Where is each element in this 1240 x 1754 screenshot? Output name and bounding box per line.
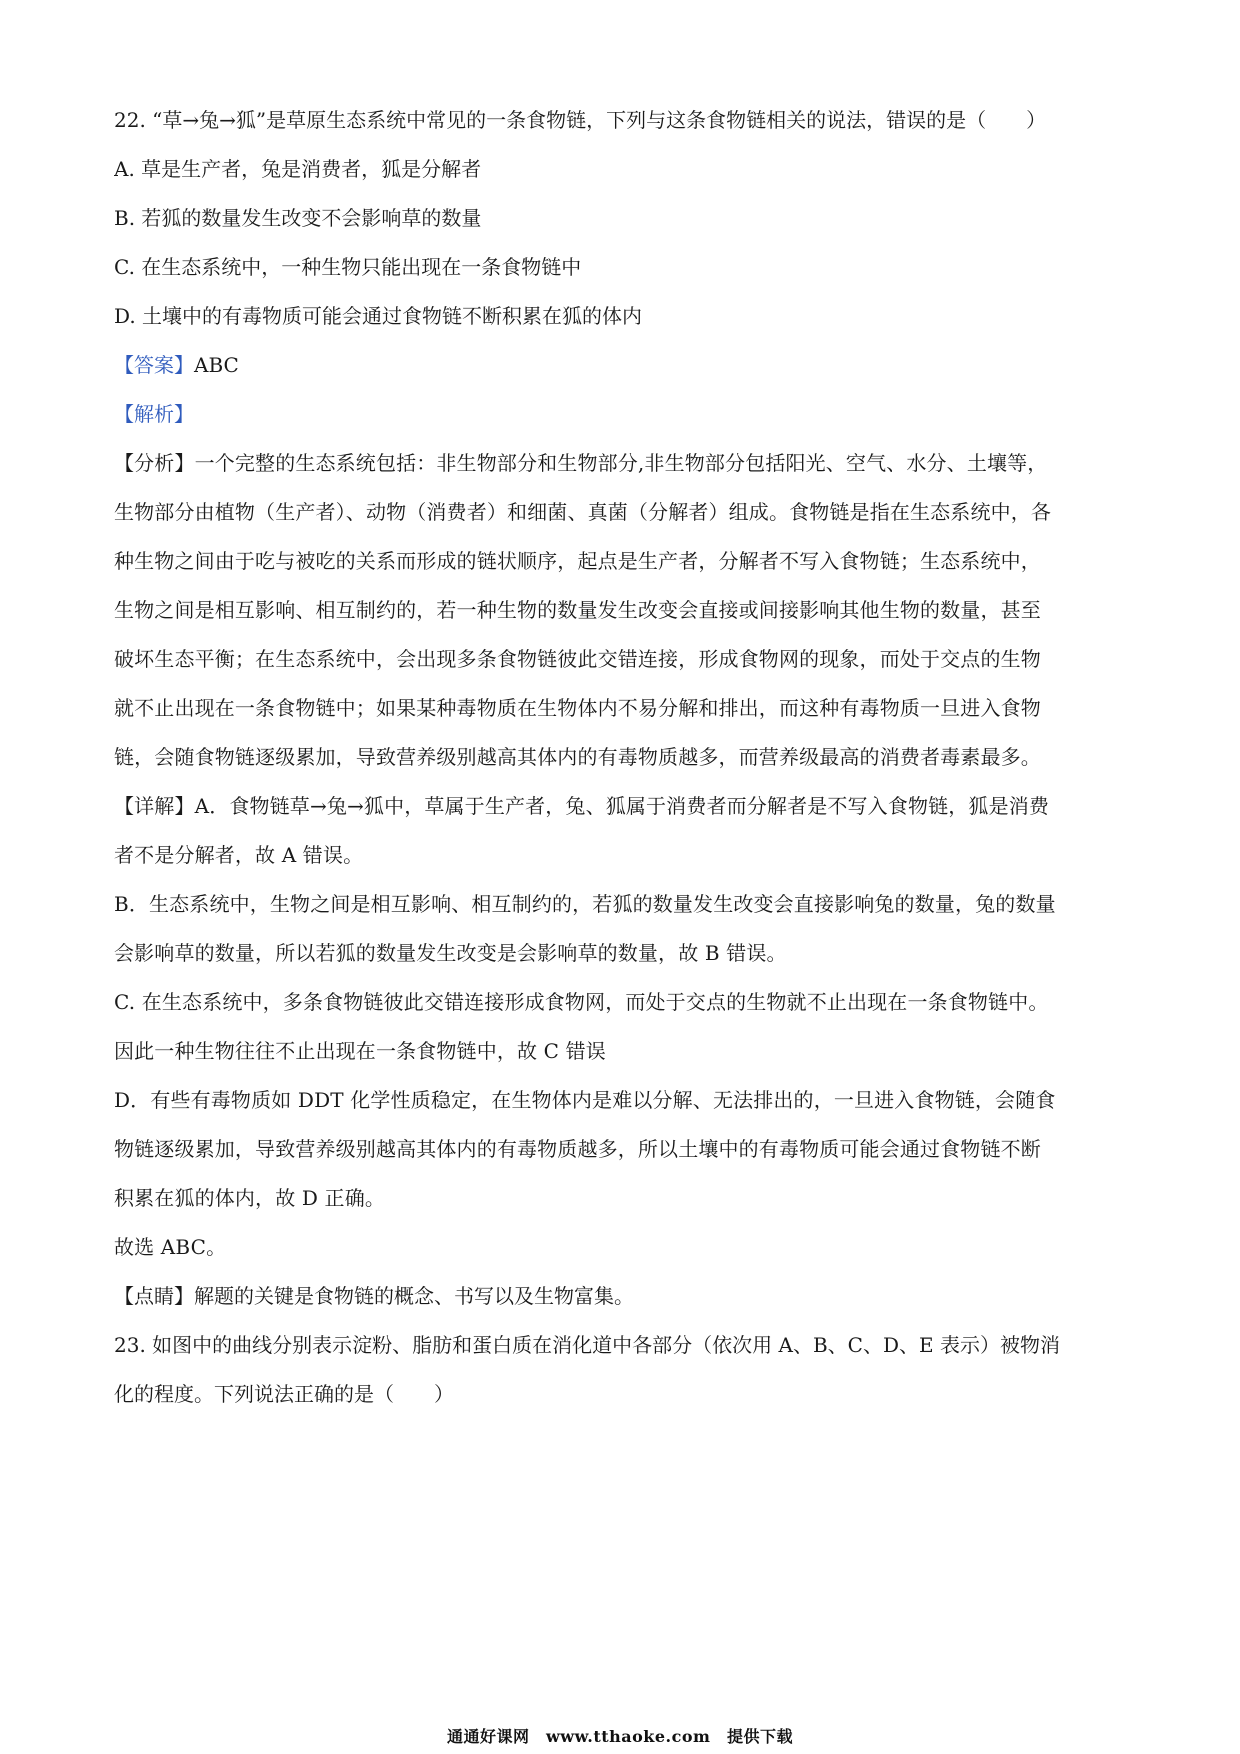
question-23-stem: 23. 如图中的曲线分别表示淀粉、脂肪和蛋白质在消化道中各部分（依次用 A、B、C、D、E 表示）被物消 bbox=[114, 1333, 1060, 1357]
xiangjie-line: D．有些有毒物质如 DDT 化学性质稳定，在生物体内是难以分解、无法排出的，一旦进入食物链，会随食 bbox=[114, 1088, 1056, 1112]
option-b: B. 若狐的数量发生改变不会影响草的数量 bbox=[114, 206, 482, 230]
xiangjie-paragraph bbox=[114, 782, 1130, 1272]
xiangjie-line: 物链逐级累加，导致营养级别越高其体内的有毒物质越多，所以土壤中的有毒物质可能会通过食物链不断 bbox=[114, 1137, 1041, 1161]
dianjing-tag: 【点睛】 bbox=[114, 1284, 194, 1308]
xiangjie-line: 因此一种生物往往不止出现在一条食物链中，故 C 错误 bbox=[114, 1039, 606, 1063]
question-23-stem: 化的程度。下列说法正确的是（ ） bbox=[114, 1382, 454, 1406]
fenxi-paragraph bbox=[114, 439, 1130, 782]
fenxi-line: 种生物之间由于吃与被吃的关系而形成的链状顺序，起点是生产者，分解者不写入食物链；生态系统中， bbox=[114, 549, 1041, 573]
document-page bbox=[114, 96, 1130, 1419]
fenxi-text: 一个完整的生态系统包括：非生物部分和生物部分,非生物部分包括阳光、空气、水分、土壤等， bbox=[194, 451, 1048, 475]
fenxi-line: 生物部分由植物（生产者）、动物（消费者）和细菌、真菌（分解者）组成。食物链是指在生态系统中，各 bbox=[114, 500, 1052, 524]
option-d: D. 土壤中的有毒物质可能会通过食物链不断积累在狐的体内 bbox=[114, 304, 643, 328]
xiangjie-line: 会影响草的数量，所以若狐的数量发生改变是会影响草的数量，故 B 错误。 bbox=[114, 941, 787, 965]
fenxi-line: 链，会随食物链逐级累加，导致营养级别越高其体内的有毒物质越多，而营养级最高的消费者毒素最多。 bbox=[114, 745, 1041, 769]
xiangjie-line: B．生态系统中，生物之间是相互影响、相互制约的，若狐的数量发生改变会直接影响兔的数量，兔的数量 bbox=[114, 892, 1056, 916]
analysis-tag: 【解析】 bbox=[114, 402, 194, 426]
xiangjie-line: 积累在狐的体内，故 D 正确。 bbox=[114, 1186, 385, 1210]
fenxi-tag: 【分析】 bbox=[114, 451, 195, 475]
fenxi-line bbox=[114, 439, 1130, 488]
dianjing-line bbox=[114, 1272, 1130, 1321]
page-footer: 通通好课网 www.tthaoke.com 提供下载 bbox=[447, 1727, 793, 1746]
conclusion-line: 故选 ABC。 bbox=[114, 1235, 227, 1259]
xiangjie-tag: 【详解】 bbox=[114, 794, 195, 818]
answer-tag: 【答案】 bbox=[114, 353, 194, 377]
fenxi-line: 破坏生态平衡；在生态系统中，会出现多条食物链彼此交错连接，形成食物网的现象，而处于交点的生物 bbox=[114, 647, 1041, 671]
answer-value: ABC bbox=[194, 353, 239, 377]
answer-line bbox=[114, 341, 1130, 390]
xiangjie-line bbox=[114, 782, 1130, 831]
option-c: C. 在生态系统中，一种生物只能出现在一条食物链中 bbox=[114, 255, 582, 279]
xiangjie-line: C. 在生态系统中，多条食物链彼此交错连接形成食物网，而处于交点的生物就不止出现在一条食物链中。 bbox=[114, 990, 1049, 1014]
xiangjie-line: 者不是分解者，故 A 错误。 bbox=[114, 843, 364, 867]
analysis-heading bbox=[114, 390, 1130, 439]
option-a: A. 草是生产者，兔是消费者，狐是分解者 bbox=[114, 157, 482, 181]
fenxi-line: 就不止出现在一条食物链中；如果某种毒物质在生物体内不易分解和排出，而这种有毒物质一旦进入食物 bbox=[114, 696, 1041, 720]
question-22-stem: 22. “草→兔→狐”是草原生态系统中常见的一条食物链，下列与这条食物链相关的说法，错误的是（ ） bbox=[114, 108, 1047, 132]
dianjing-text: 解题的关键是食物链的概念、书写以及生物富集。 bbox=[194, 1284, 634, 1308]
fenxi-line: 生物之间是相互影响、相互制约的，若一种生物的数量发生改变会直接或间接影响其他生物的数量，甚至 bbox=[114, 598, 1041, 622]
xiangjie-text: A．食物链草→兔→狐中，草属于生产者，兔、狐属于消费者而分解者是不写入食物链，狐是消费 bbox=[194, 794, 1050, 818]
